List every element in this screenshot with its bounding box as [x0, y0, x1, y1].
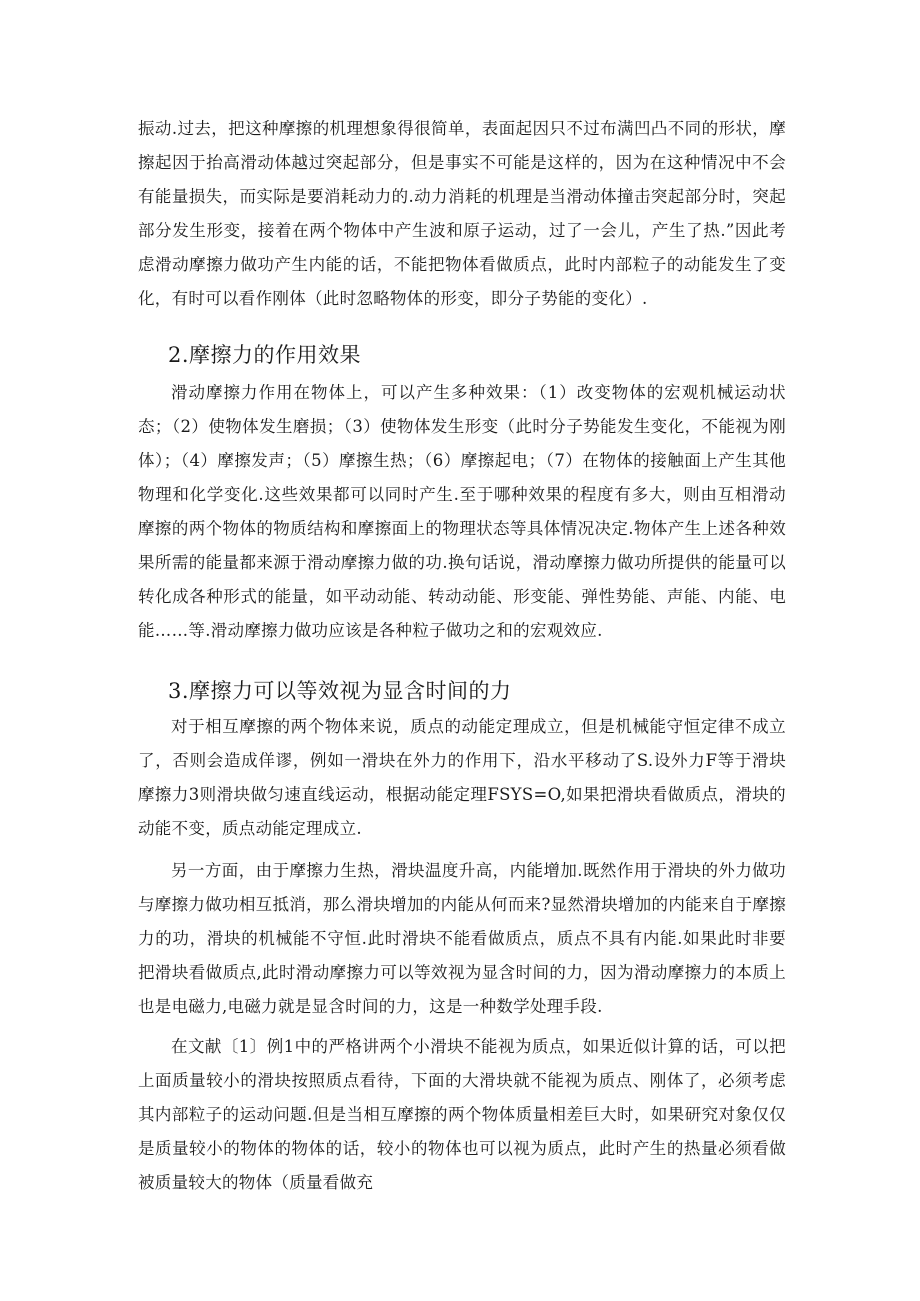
section-2-paragraph: 滑动摩擦力作用在物体上，可以产生多种效果：（1）改变物体的宏观机械运动状态；（2）使物体发生磨损；（3）使物体发生形变（此时分子势能发生变化，不能视为刚体）；（4）摩擦发声；（5）摩擦生热；（6）摩擦起电；（7）在物体的接触面上产生其他物理和化学变化.这些效果都可以同时产生.至于哪种效果的程度有多大，则由互相滑动摩擦的两个物体的物质结构和摩擦面上的物理状态等具体情况决定.物体产生上述各种效果所需的能量都来源于滑动摩擦力做的功.换句话说，滑动摩擦力做功所提供的能量可以转化成各种形式的能量，如平动动能、转动动能、形变能、弹性势能、声能、内能、电能……等.滑动摩擦力做功应该是各种粒子做功之和的宏观效应. [138, 383, 786, 640]
section-2-heading: 2.摩擦力的作用效果 [168, 343, 362, 367]
section-3-paragraph-3: 在文献〔1〕例1中的严格讲两个小滑块不能视为质点，如果近似计算的话，可以把上面质量较小的滑块按照质点看待，下面的大滑块就不能视为质点、刚体了，必须考虑其内部粒子的运动问题.但是当相互摩擦的两个物体质量相差巨大时，如果研究对象仅仅是质量较小的物体的物体的话，较小的物体也可以视为质点，此时产生的热量必须看做被质量较大的物体（质量看做充 [138, 1037, 786, 1192]
section-3-heading: 3.摩擦力可以等效视为显含时间的力 [168, 679, 512, 703]
intro-paragraph: 振动.过去，把这种摩擦的机理想象得很简单，表面起因只不过布满凹凸不同的形状，摩擦起因于抬高滑动体越过突起部分，但是事实不可能是这样的，因为在这种情况中不会有能量损失，而实际是要消耗动力的.动力消耗的机理是当滑动体撞击突起部分时，突起部分发生形变，接着在两个物体中产生波和原子运动，过了一会儿，产生了热.”因此考虑滑动摩擦力做功产生内能的话，不能把物体看做质点，此时内部粒子的动能发生了变化，有时可以看作刚体（此时忽略物体的形变，即分子势能的变化）. [138, 119, 786, 308]
section-3-paragraph-1: 对于相互摩擦的两个物体来说，质点的动能定理成立，但是机械能守恒定律不成立了，否则会造成佯谬，例如一滑块在外力的作用下，沿水平移动了S.设外力F等于滑块摩擦力3则滑块做匀速直线运动，根据动能定理FSYS=O,如果把滑块看做质点，滑块的动能不变，质点动能定理成立. [138, 717, 786, 838]
section-3-paragraph-2: 另一方面，由于摩擦力生热，滑块温度升高，内能增加.既然作用于滑块的外力做功与摩擦力做功相互抵消，那么滑块增加的内能从何而来?显然滑块增加的内能来自于摩擦力的功，滑块的机械能不守恒.此时滑块不能看做质点，质点不具有内能.如果此时非要把滑块看做质点,此时滑动摩擦力可以等效视为显含时间的力，因为滑动摩擦力的本质上也是电磁力,电磁力就是显含时间的力，这是一种数学处理手段. [138, 861, 786, 1016]
